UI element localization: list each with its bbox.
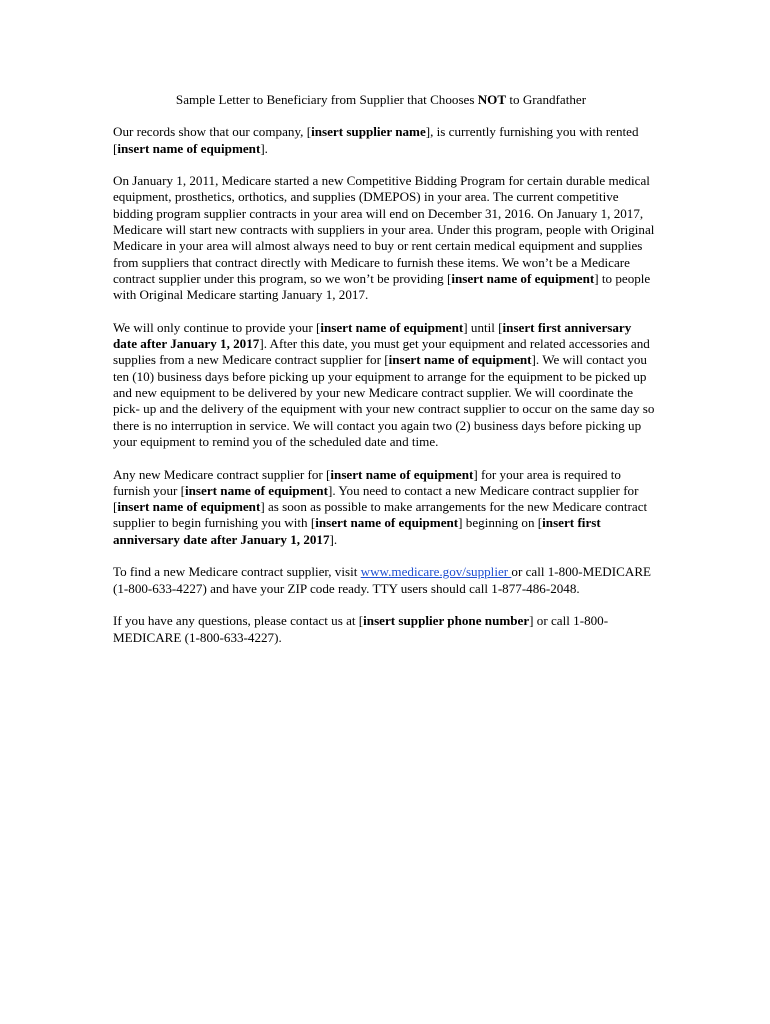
- placeholder-equipment-name: insert name of equipment: [117, 499, 261, 515]
- placeholder-anniversary-date: insert first anniversary date after January 1, 2017: [113, 515, 601, 547]
- paragraph-questions: If you have any questions, please contact us at [insert supplier phone number] or call 1-800-MEDICARE (1-800-633-4227).: [113, 613, 609, 645]
- placeholder-supplier-phone: insert supplier phone number: [363, 613, 530, 629]
- letter-page: [113, 92, 655, 662]
- title-emphasis: NOT: [477, 92, 507, 107]
- placeholder-equipment-name: insert name of equipment: [320, 319, 464, 335]
- placeholder-equipment-name: insert name of equipment: [451, 270, 595, 286]
- paragraph-continue-service: We will only continue to provide your [insert name of equipment] until [insert first anniversary date after January 1, 2017]. After this date, you must get your equipment and related accessories and supplies from a new Medicare contract supplier for [insert name of equipment]. We will contact you ten (10) business days before picking up your equipment to arrange for the equipment to be picked up and new equipment to be delivered by your new Medicare contract supplier. We will coordinate the pick- up and the delivery of the equipment with your new contract supplier to occur on the same day so there is no interruption in service. We will contact you again two (2) business days before picking up your equipment to remind you of the scheduled date and time.: [113, 319, 655, 449]
- paragraph-program: On January 1, 2011, Medicare started a new Competitive Bidding Program for certain durable medical equipment, prosthetics, orthotics, and supplies (DMEPOS) in your area. The current competitive bidding program supplier contracts in your area will end on December 31, 2016. On January 1, 2017, Medicare will start new contracts with suppliers in your area. Under this program, people with Original Medicare in your area will almost always need to buy or rent certain medical equipment and supplies from suppliers that contract directly with Medicare to furnish these items. We won’t be a Medicare contract supplier under this program, so we won’t be providing [insert name of equipment] to people with Original Medicare starting January 1, 2017.: [113, 173, 655, 303]
- letter-title: Sample Letter to Beneficiary from Supplier that Chooses NOT to Grandfather: [175, 92, 587, 107]
- paragraph-new-supplier: Any new Medicare contract supplier for [insert name of equipment] for your area is required to furnish your [insert name of equipment]. You need to contact a new Medicare contract supplier for [insert name of equipment] as soon as possible to make arrangements for the new Medicare contract supplier to begin furnishing you with [insert name of equipment] beginning on [insert first anniversary date after January 1, 2017].: [113, 466, 648, 547]
- paragraph-find-supplier: To find a new Medicare contract supplier, visit www.medicare.gov/supplier or call 1-800-MEDICARE (1-800-633-4227) and have your ZIP code ready. TTY users should call 1-877-486-2048.: [113, 564, 652, 596]
- placeholder-equipment-name: insert name of equipment: [388, 352, 532, 368]
- placeholder-anniversary-date: insert first anniversary date after January 1, 2017: [113, 319, 632, 352]
- placeholder-supplier-name: insert supplier name: [311, 124, 426, 140]
- placeholder-equipment-name: insert name of equipment: [117, 140, 261, 156]
- placeholder-equipment-name: insert name of equipment: [330, 466, 474, 482]
- placeholder-equipment-name: insert name of equipment: [185, 482, 328, 498]
- paragraph-records: Our records show that our company, [insert supplier name], is currently furnishing you with rented [insert name of equipment].: [113, 124, 639, 156]
- medicare-supplier-link[interactable]: www.medicare.gov/supplier: [360, 564, 512, 580]
- placeholder-equipment-name: insert name of equipment: [315, 515, 459, 531]
